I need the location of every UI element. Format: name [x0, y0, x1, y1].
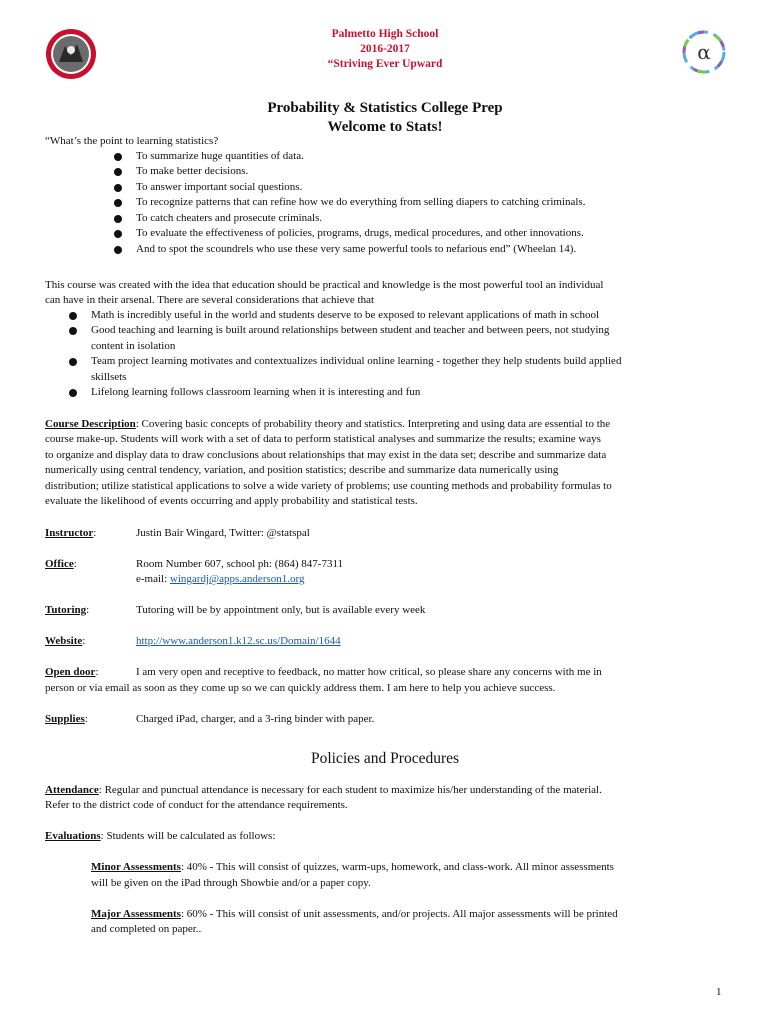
open-door-label: Open door: [45, 666, 96, 678]
tutoring-row: Tutoring:: [45, 604, 90, 616]
course-description-line: course make-up. Students will work with a set of data to perform statistical analyses and summarize the results; examine ways: [45, 433, 601, 445]
office-value: Room Number 607, school ph: (864) 847-7311: [136, 558, 344, 570]
major-assessments-label: Major Assessments: [91, 908, 181, 920]
supplies-label: Supplies: [45, 713, 85, 725]
intro-lead: “What’s the point to learning statistics?: [45, 135, 219, 147]
website-row: Website:: [45, 635, 86, 647]
course-bullet: Math is incredibly useful in the world and students deserve to be exposed to relevant applications of math in school: [91, 309, 600, 321]
open-door-text: I am very open and receptive to feedback, no matter how critical, so please share any concerns with me in: [136, 666, 602, 678]
major-assessments-line: [91, 907, 618, 923]
page-number: 1: [716, 986, 722, 998]
school-year: 2016-2017: [360, 43, 410, 55]
bullet-icon: [114, 168, 122, 176]
course-paragraph-line: can have in their arsenal. There are several considerations that achieve that: [45, 294, 375, 306]
office-row: Office:: [45, 558, 77, 570]
intro-bullet: And to spot the scoundrels who use these very same powerful tools to nefarious end” (Wheelan 14).: [136, 243, 577, 255]
open-door-text-cont: person or via email as soon as they come up so we can quickly address them. I am here to help you achieve success.: [45, 682, 556, 694]
supplies-value: Charged iPad, charger, and a 3-ring binder with paper.: [136, 713, 375, 725]
minor-assessments-text: : 40% - This will consist of quizzes, warm-ups, homework, and class-work. All minor assessments: [180, 861, 614, 873]
intro-bullet: To catch cheaters and prosecute criminals.: [136, 212, 323, 224]
minor-assessments-label: Minor Assessments: [91, 861, 181, 873]
instructor-label: Instructor: [45, 527, 94, 539]
attendance-label: Attendance: [45, 784, 99, 796]
tutoring-value: Tutoring will be by appointment only, but is available every week: [136, 604, 426, 616]
email-prefix: e-mail:: [136, 573, 170, 585]
attendance-line-cont: Refer to the district code of conduct for the attendance requirements.: [45, 799, 348, 811]
minor-assessments-line: [91, 860, 614, 876]
email-line: [136, 572, 304, 588]
school-name: Palmetto High School: [331, 28, 439, 40]
intro-bullet: To recognize patterns that can refine how we do everything from selling diapers to catching criminals.: [136, 196, 586, 208]
evaluations-label: Evaluations: [45, 830, 101, 842]
course-description-line: numerically using central tendency, variation, and position statistics; describe and summarize data numerically using: [45, 464, 559, 476]
intro-bullet: To evaluate the effectiveness of policies, programs, drugs, medical procedures, and other innovations.: [136, 227, 584, 239]
course-paragraph-line: This course was created with the idea that education should be practical and knowledge is the most powerful tool an individual: [45, 279, 604, 291]
intro-bullet: To answer important social questions.: [136, 181, 303, 193]
office-label: Office: [45, 558, 74, 570]
bullet-icon: [114, 184, 122, 192]
course-bullet: Good teaching and learning is built around relationships between student and teacher and between peers, not studying: [91, 324, 610, 336]
bullet-icon: [114, 153, 122, 161]
supplies-row: Supplies:: [45, 713, 88, 725]
intro-bullet: To make better decisions.: [136, 165, 249, 177]
course-bullet: Team project learning motivates and contextualizes individual online learning - together they help students build applied: [91, 355, 622, 367]
website-label: Website: [45, 635, 83, 647]
bullet-icon: [114, 246, 122, 254]
course-description-line: distribution; utilize statistical applications to solve a wide variety of problems; use counting methods and probability formulas to: [45, 480, 612, 492]
bullet-icon: [69, 358, 77, 366]
policies-heading: Policies and Procedures: [310, 750, 460, 767]
bullet-icon: [69, 389, 77, 397]
major-assessments-cont: and completed on paper..: [91, 923, 202, 935]
course-title: Probability & Statistics College Prep: [267, 100, 503, 116]
open-door-row: Open door:: [45, 666, 99, 678]
course-description-text: : Covering basic concepts of probability theory and statistics. Interpreting and using data are essential to the: [135, 418, 611, 430]
bullet-icon: [69, 327, 77, 335]
bullet-icon: [69, 312, 77, 320]
website-link[interactable]: http://www.anderson1.k12.sc.us/Domain/1644: [136, 635, 341, 647]
attendance-text: : Regular and punctual attendance is necessary for each student to maximize his/her understanding of the material.: [98, 784, 602, 796]
bullet-icon: [114, 199, 122, 207]
intro-bullet: To summarize huge quantities of data.: [136, 150, 304, 162]
bullet-icon: [114, 230, 122, 238]
minor-assessments-cont: will be given on the iPad through Showbie and/or a paper copy.: [91, 877, 371, 889]
course-description-line: to organize and display data to draw conclusions about relationships that may exist in the data set; describe and summarize data: [45, 449, 607, 461]
course-subtitle: Welcome to Stats!: [327, 119, 443, 135]
svg-text:α: α: [697, 40, 711, 64]
course-bullet: Lifelong learning follows classroom learning when it is interesting and fun: [91, 386, 421, 398]
evaluations-line: [45, 829, 275, 845]
course-description-line: [45, 417, 610, 433]
course-bullet-cont: skillsets: [91, 371, 127, 383]
course-description-label: Course Description: [45, 418, 136, 430]
course-bullet-cont: content in isolation: [91, 340, 176, 352]
school-motto: “Striving Ever Upward: [327, 58, 443, 70]
tutoring-label: Tutoring: [45, 604, 87, 616]
instructor-row: Instructor:: [45, 527, 97, 539]
evaluations-text: : Students will be calculated as follows:: [100, 830, 276, 842]
instructor-value: Justin Bair Wingard, Twitter: @statspal: [136, 527, 310, 539]
bullet-icon: [114, 215, 122, 223]
major-assessments-text: : 60% - This will consist of unit assessments, and/or projects. All major assessments will be printed: [180, 908, 618, 920]
course-description-line: evaluate the likelihood of events occurring and apply probability and statistical tests.: [45, 495, 418, 507]
attendance-line: [45, 783, 602, 799]
email-link[interactable]: wingardj@apps.anderson1.org: [169, 573, 305, 585]
